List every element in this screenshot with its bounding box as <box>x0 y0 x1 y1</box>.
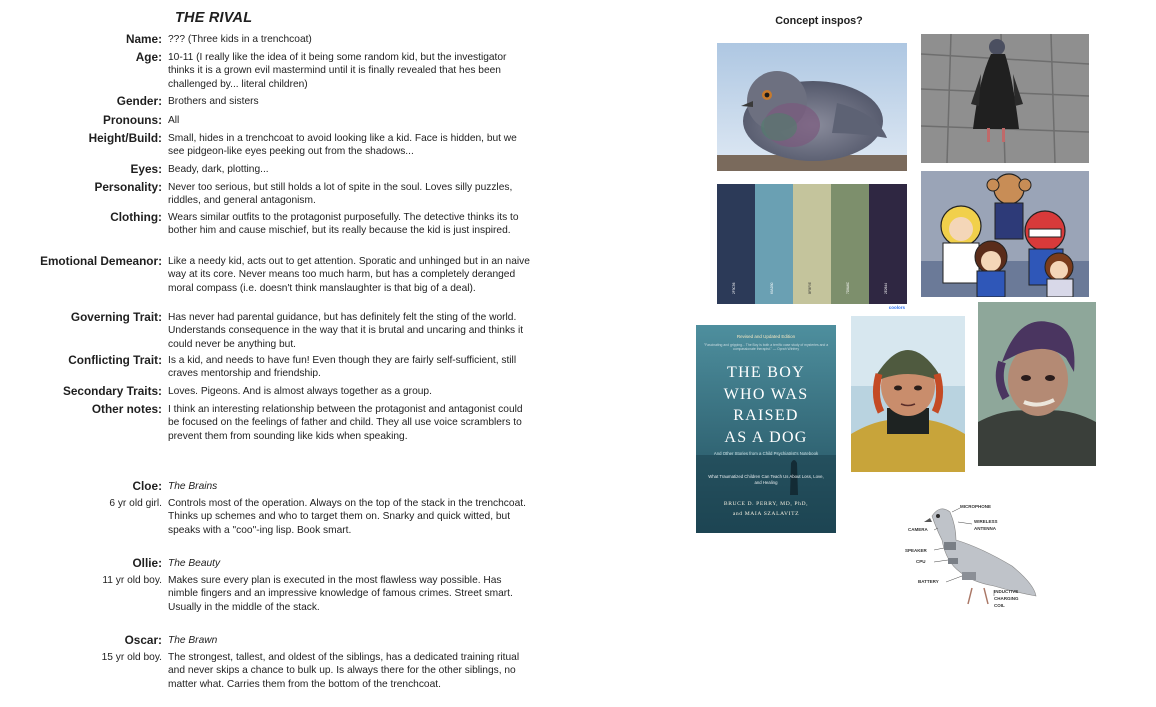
diagram-label: BATTERY <box>918 579 939 584</box>
sibling-oscar-header <box>20 634 540 647</box>
field-label: Age: <box>135 50 162 64</box>
field-emotional-demeanor <box>20 255 540 295</box>
book-authors <box>696 500 836 519</box>
pigeon-photo <box>717 43 907 171</box>
sibling-age: 15 yr old boy. <box>101 652 162 663</box>
field-label: Other notes: <box>91 402 162 416</box>
book-subtitle-2: What Traumatized Children Can Teach Us About Loss, Love, and Healing <box>708 474 824 485</box>
field-pronouns <box>20 114 540 127</box>
diagram-label: ANTENNA <box>974 526 996 531</box>
sibling-ollie-header <box>20 557 540 570</box>
field-label: Clothing: <box>110 210 162 224</box>
book-title-line: THE BOY <box>727 364 805 381</box>
diagram-label: COIL <box>994 603 1005 608</box>
palette-brand: coolors <box>888 305 905 310</box>
sibling-name: Oscar: <box>124 633 162 647</box>
diagram-label: SPEAKER <box>905 548 927 553</box>
field-conflicting-trait <box>20 354 540 381</box>
field-height-build <box>20 132 540 159</box>
field-label: Personality: <box>94 180 162 194</box>
book-subtitle: And Other Stories from a Child Psychiatrist's Notebook <box>713 451 819 456</box>
field-label: Name: <box>125 32 162 46</box>
sibling-ollie-detail <box>20 574 540 614</box>
color-palette <box>717 184 907 314</box>
sibling-role: The Brawn <box>168 635 218 646</box>
beanie-kid-painting <box>851 316 965 472</box>
concept-inspos-title: Concept inspos? <box>775 15 863 27</box>
palette-swatch <box>831 184 869 304</box>
book-cover <box>696 325 836 533</box>
field-other-notes <box>20 403 540 443</box>
diagram-label: CHARGING <box>994 596 1019 601</box>
field-label: Pronouns: <box>103 113 162 127</box>
book-author: and MAIA SZALAVITZ <box>732 510 800 517</box>
field-value: All <box>168 115 180 126</box>
book-quote: "Fascinating and gripping... The Boy is both a terrific case study of mysteries and a compassionate therapist." — Oprah Winfrey <box>703 343 829 352</box>
palette-swatch <box>755 184 793 304</box>
diagram-label: INDUCTIVE <box>994 589 1019 594</box>
field-value: Has never had parental guidance, but has definitely felt the sting of the world. Understands consequence in the way that it is brutal and uncaring and thinks it could never be anything but. <box>168 312 524 350</box>
diagram-label: CAMERA <box>908 527 928 532</box>
diagram-label: WIRELESS <box>974 519 998 524</box>
swatch-code: 69A2B0 <box>770 282 774 294</box>
robot-pigeon-diagram <box>902 500 1042 612</box>
book-title-line: RAISED <box>733 407 799 424</box>
purple-hair-kid-painting <box>978 302 1096 466</box>
diagram-label: MICROPHONE <box>960 504 992 509</box>
sibling-cloe-header <box>20 480 540 493</box>
field-name <box>20 33 540 46</box>
book-title-line: AS A DOG <box>724 428 808 446</box>
field-label: Governing Trait: <box>70 310 162 324</box>
field-value: Brothers and sisters <box>168 96 259 107</box>
field-secondary-traits <box>20 385 540 398</box>
sibling-description: Makes sure every plan is executed in the most flawless way possible. Has nimble fingers and an impressive knowledge of famous crimes. Street smart. Usually in the middle of the stack. <box>168 575 513 613</box>
field-label: Gender: <box>116 94 162 108</box>
swatch-code: 2F3C56 <box>732 282 736 294</box>
field-gender <box>20 95 540 108</box>
field-label: Secondary Traits: <box>62 384 162 398</box>
sibling-description: The strongest, tallest, and oldest of the siblings, has a dedicated training ritual and never skips a chance to bulk up. Is always there for the other siblings, no matter what. Carries them from the bottom of the trenchcoat. <box>168 652 520 690</box>
diagram-label: CPU <box>916 559 926 564</box>
book-author: BRUCE D. PERRY, MD, PhD, <box>723 501 809 507</box>
field-value: Wears similar outfits to the protagonist purposefully. The detective thinks its to bother him and cause mischief, but its really because the kid is just inspired. <box>168 212 519 237</box>
field-label: Conflicting Trait: <box>68 353 162 367</box>
field-value: ??? (Three kids in a trenchcoat) <box>168 34 312 45</box>
field-value: I think an interesting relationship between the protagonist and antagonist could be focused on the feelings of father and child. They all use voice scramblers to prevent them from sounding like kids when speaking. <box>168 404 523 442</box>
cartoon-kids-image <box>921 171 1089 297</box>
book-title <box>696 362 836 448</box>
swatch-code: 7D8A6C <box>846 281 850 294</box>
field-personality <box>20 181 540 208</box>
swatch-code: 2E2644 <box>884 283 888 294</box>
field-value: Is a kid, and needs to have fun! Even though they are fairly self-sufficient, still craves mentorship and friendship. <box>168 355 517 380</box>
book-title-line: WHO WAS <box>723 385 809 403</box>
field-eyes <box>20 163 540 176</box>
sibling-role: The Beauty <box>168 558 221 569</box>
field-value: Loves. Pigeons. And is almost always together as a group. <box>168 386 432 397</box>
sibling-name: Ollie: <box>132 556 162 570</box>
field-value: Beady, dark, plotting... <box>168 164 269 175</box>
field-value: 10-11 (I really like the idea of it being some random kid, but the investigator thinks it is a grown evil mastermind until it is finally revealed that hes been challenged by... literal children) <box>168 52 507 90</box>
trenchcoat-pigeon-photo <box>921 34 1089 163</box>
field-governing-trait <box>20 311 540 351</box>
document-title: THE RIVAL <box>175 10 253 26</box>
field-label: Emotional Demeanor: <box>40 254 162 268</box>
sibling-age: 11 yr old boy. <box>102 575 162 586</box>
sibling-name: Cloe: <box>132 479 162 493</box>
field-age <box>20 51 540 91</box>
swatch-code: BFBF9E <box>808 281 812 294</box>
field-value: Small, hides in a trenchcoat to avoid looking like a kid. Face is hidden, but we see pidgeon-like eyes peeking out from the shadows... <box>168 133 517 158</box>
field-label: Eyes: <box>130 162 162 176</box>
field-clothing <box>20 211 540 238</box>
field-value: Never too serious, but still holds a lot of spite in the soul. Loves silly puzzles, riddles, and general antagonism. <box>168 182 513 207</box>
sibling-age: 6 yr old girl. <box>109 498 162 509</box>
sibling-description: Controls most of the operation. Always on the top of the stack in the trenchcoat. Thinks up schemes and who to target them on. Snarky and quick witted, but speaks with a "coo"-ing lisp. Book smart. <box>168 498 526 536</box>
palette-swatch <box>869 184 907 304</box>
field-label: Height/Build: <box>88 131 162 145</box>
palette-swatch <box>717 184 755 304</box>
book-edition: Revised and Updated Edition <box>736 334 796 339</box>
sibling-oscar-detail <box>20 651 540 691</box>
sibling-cloe-detail <box>20 497 540 537</box>
palette-swatch <box>793 184 831 304</box>
sibling-role: The Brains <box>168 481 218 492</box>
field-value: Like a needy kid, acts out to get attention. Sporatic and unhinged but in an naive way at its core. Never means too much harm, but has a completely deranged moral compass (i.e. doesn't think manslaughter is that big of a deal). <box>168 256 530 294</box>
